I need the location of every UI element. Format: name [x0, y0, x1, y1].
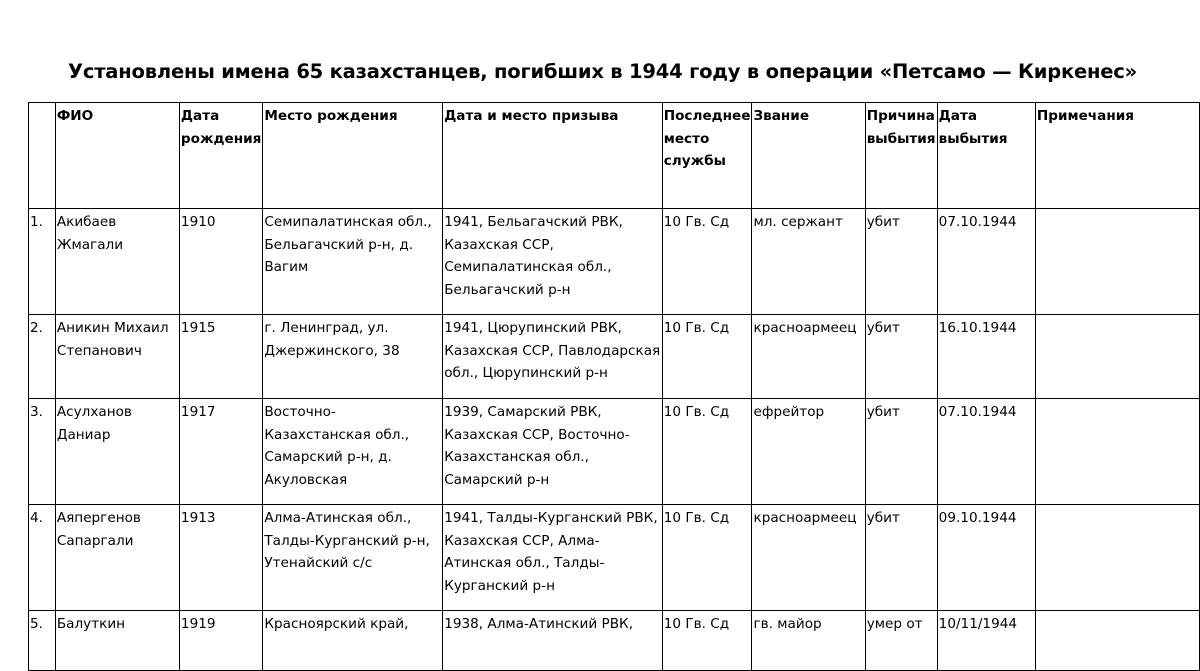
cell-rank: ефрейтор — [752, 399, 865, 505]
cell-reason: умер от — [865, 611, 937, 671]
cell-date: 16.10.1944 — [937, 315, 1035, 399]
document-title: Установлены имена 65 казахстанцев, погибших в 1944 году в операции «Петсамо — Киркенес» — [68, 60, 1138, 83]
cell-birth-place: Семипалатинская обл., Бельагачский р-н, д. Вагим — [263, 209, 443, 315]
col-header-birth-year: Дата рождения — [179, 103, 262, 209]
cell-draft: 1939, Самарский РВК, Казахская ССР, Восточно-Казахстанская обл., Самарский р-н — [443, 399, 663, 505]
cell-birth-place: Алма-Атинская обл., Талды-Курганский р-н, Утенайский с/с — [263, 505, 443, 611]
cell-reason: убит — [865, 209, 937, 315]
col-header-birth-place: Место рождения — [263, 103, 443, 209]
col-header-number — [29, 103, 56, 209]
col-header-notes: Примечания — [1035, 103, 1199, 209]
cell-draft: 1941, Цюрупинский РВК, Казахская ССР, Павлодарская обл., Цюрупинский р-н — [443, 315, 663, 399]
cell-reason: убит — [865, 399, 937, 505]
table-row — [29, 315, 1200, 399]
cell-service: 10 Гв. Сд — [662, 209, 752, 315]
cell-birth-year: 1917 — [179, 399, 262, 505]
table-row — [29, 505, 1200, 611]
cell-number: 3. — [29, 399, 56, 505]
col-header-draft: Дата и место призыва — [443, 103, 663, 209]
table-row — [29, 399, 1200, 505]
cell-notes — [1035, 505, 1199, 611]
cell-birth-year: 1919 — [179, 611, 262, 671]
cell-number: 5. — [29, 611, 56, 671]
cell-date: 07.10.1944 — [937, 399, 1035, 505]
casualty-table — [28, 102, 1200, 671]
cell-birth-year: 1910 — [179, 209, 262, 315]
cell-rank: мл. сержант — [752, 209, 865, 315]
cell-birth-place: г. Ленинград, ул. Джержинского, 38 — [263, 315, 443, 399]
cell-rank: красноармеец — [752, 505, 865, 611]
cell-notes — [1035, 209, 1199, 315]
table-header-row — [29, 103, 1200, 209]
col-header-reason: Причина выбытия — [865, 103, 937, 209]
cell-draft: 1941, Талды-Курганский РВК, Казахская ССР, Алма-Атинская обл., Талды-Курганский р-н — [443, 505, 663, 611]
cell-date: 10/11/1944 — [937, 611, 1035, 671]
cell-birth-year: 1913 — [179, 505, 262, 611]
col-header-rank: Звание — [752, 103, 865, 209]
cell-birth-place: Восточно-Казахстанская обл., Самарский р-н, д. Акуловская — [263, 399, 443, 505]
cell-draft: 1941, Бельагачский РВК, Казахская ССР, Семипалатинская обл., Бельагачский р-н — [443, 209, 663, 315]
cell-notes — [1035, 611, 1199, 671]
table-row — [29, 611, 1200, 671]
col-header-date: Дата выбытия — [937, 103, 1035, 209]
cell-reason: убит — [865, 505, 937, 611]
cell-number: 4. — [29, 505, 56, 611]
cell-fio: Аникин Михаил Степанович — [55, 315, 179, 399]
cell-birth-place: Красноярский край, — [263, 611, 443, 671]
cell-birth-year: 1915 — [179, 315, 262, 399]
cell-number: 1. — [29, 209, 56, 315]
cell-fio: Акибаев Жмагали — [55, 209, 179, 315]
col-header-fio: ФИО — [55, 103, 179, 209]
col-header-service: Последнее место службы — [662, 103, 752, 209]
cell-rank: гв. майор — [752, 611, 865, 671]
table-row — [29, 209, 1200, 315]
cell-date: 09.10.1944 — [937, 505, 1035, 611]
cell-reason: убит — [865, 315, 937, 399]
cell-fio: Асулханов Даниар — [55, 399, 179, 505]
cell-number: 2. — [29, 315, 56, 399]
cell-notes — [1035, 399, 1199, 505]
cell-fio: Балуткин — [55, 611, 179, 671]
cell-service: 10 Гв. Сд — [662, 399, 752, 505]
cell-service: 10 Гв. Сд — [662, 315, 752, 399]
cell-date: 07.10.1944 — [937, 209, 1035, 315]
cell-service: 10 Гв. Сд — [662, 611, 752, 671]
cell-service: 10 Гв. Сд — [662, 505, 752, 611]
cell-draft: 1938, Алма-Атинский РВК, — [443, 611, 663, 671]
cell-notes — [1035, 315, 1199, 399]
cell-rank: красноармеец — [752, 315, 865, 399]
cell-fio: Аяпергенов Сапаргали — [55, 505, 179, 611]
